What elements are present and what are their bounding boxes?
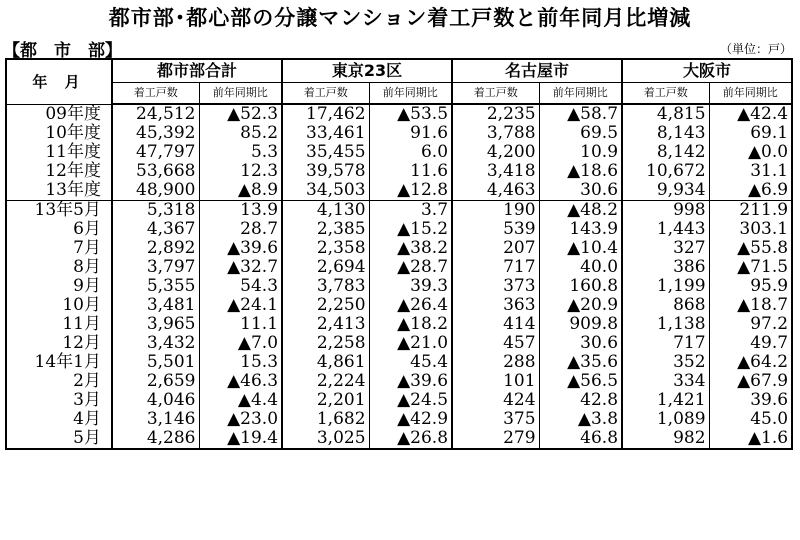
osaka-starts-cell: 1,421 — [622, 391, 709, 410]
nagoya-starts-cell: 4,463 — [452, 181, 539, 201]
urban-total-starts-cell: 3,965 — [112, 315, 199, 334]
urban-total-ratio-cell: ▲24.1 — [199, 296, 282, 315]
table-row — [6, 239, 792, 258]
tokyo-23-starts-cell: 2,224 — [282, 372, 369, 391]
tokyo-23-starts-cell: 2,358 — [282, 239, 369, 258]
urban-total-starts-cell: 3,481 — [112, 296, 199, 315]
urban-total-ratio-cell: ▲46.3 — [199, 372, 282, 391]
nagoya-ratio-cell: ▲48.2 — [539, 201, 622, 221]
nagoya-ratio-cell: 160.8 — [539, 277, 622, 296]
tokyo-23-starts-cell: 3,025 — [282, 429, 369, 449]
nagoya-ratio-cell: 42.8 — [539, 391, 622, 410]
osaka-ratio-cell: ▲6.9 — [709, 181, 792, 201]
osaka-ratio-cell: 31.1 — [709, 162, 792, 181]
tokyo-23-ratio-cell: ▲26.8 — [369, 429, 452, 449]
urban-total-ratio-cell: 5.3 — [199, 143, 282, 162]
table-row — [6, 315, 792, 334]
tokyo-23-starts-cell: 39,578 — [282, 162, 369, 181]
tokyo-23-starts-cell: 34,503 — [282, 181, 369, 201]
table-row — [6, 353, 792, 372]
tokyo-23-ratio-cell: ▲39.6 — [369, 372, 452, 391]
nagoya-ratio-cell: ▲10.4 — [539, 239, 622, 258]
row-label: 10月 — [62, 295, 101, 315]
urban-total-starts-cell: 2,892 — [112, 239, 199, 258]
tokyo-23-ratio-cell: 39.3 — [369, 277, 452, 296]
urban-total-ratio-cell: ▲39.6 — [199, 239, 282, 258]
table-row — [6, 334, 792, 353]
osaka-ratio-cell: ▲67.9 — [709, 372, 792, 391]
nagoya-starts-cell: 2,235 — [452, 104, 539, 124]
unit-note: （単位：戸） — [719, 42, 792, 56]
tokyo-23-ratio-cell: 6.0 — [369, 143, 452, 162]
nagoya-ratio-cell: 30.6 — [539, 181, 622, 201]
subheader-ratio: 前年同期比 — [369, 83, 452, 105]
group-header-osaka: 大阪市 — [622, 59, 792, 83]
osaka-ratio-cell: 69.1 — [709, 124, 792, 143]
osaka-starts-cell: 1,443 — [622, 220, 709, 239]
row-label: 11月 — [62, 314, 101, 334]
row-label: 2月 — [73, 371, 101, 391]
urban-total-starts-cell: 3,432 — [112, 334, 199, 353]
tokyo-23-ratio-cell: ▲38.2 — [369, 239, 452, 258]
nagoya-ratio-cell: 69.5 — [539, 124, 622, 143]
tokyo-23-starts-cell: 4,130 — [282, 201, 369, 221]
tokyo-23-starts-cell: 3,783 — [282, 277, 369, 296]
urban-total-starts-cell: 4,367 — [112, 220, 199, 239]
nagoya-starts-cell: 424 — [452, 391, 539, 410]
nagoya-ratio-cell: ▲18.6 — [539, 162, 622, 181]
osaka-starts-cell: 327 — [622, 239, 709, 258]
nagoya-starts-cell: 207 — [452, 239, 539, 258]
nagoya-ratio-cell: ▲3.8 — [539, 410, 622, 429]
group-header-nagoya: 名古屋市 — [452, 59, 622, 83]
osaka-starts-cell: 386 — [622, 258, 709, 277]
row-label: 5月 — [73, 428, 101, 448]
year-month-header: 年 月 — [6, 59, 112, 104]
urban-total-starts-cell: 2,659 — [112, 372, 199, 391]
osaka-starts-cell: 868 — [622, 296, 709, 315]
tokyo-23-ratio-cell: ▲53.5 — [369, 104, 452, 124]
row-label: 4月 — [73, 409, 101, 429]
osaka-starts-cell: 1,089 — [622, 410, 709, 429]
tokyo-23-starts-cell: 33,461 — [282, 124, 369, 143]
urban-total-ratio-cell: 13.9 — [199, 201, 282, 221]
subheader-ratio: 前年同期比 — [199, 83, 282, 105]
urban-total-starts-cell: 5,355 — [112, 277, 199, 296]
subheader-starts: 着工戸数 — [622, 83, 709, 105]
tokyo-23-ratio-cell: 45.4 — [369, 353, 452, 372]
row-label: 3月 — [73, 390, 101, 410]
nagoya-ratio-cell: 10.9 — [539, 143, 622, 162]
table-row — [6, 429, 792, 449]
urban-total-ratio-cell: 85.2 — [199, 124, 282, 143]
tokyo-23-starts-cell: 4,861 — [282, 353, 369, 372]
tokyo-23-starts-cell: 2,201 — [282, 391, 369, 410]
urban-total-starts-cell: 5,318 — [112, 201, 199, 221]
row-label: 14年1月 — [34, 352, 101, 372]
nagoya-ratio-cell: ▲35.6 — [539, 353, 622, 372]
osaka-ratio-cell: ▲71.5 — [709, 258, 792, 277]
osaka-ratio-cell: 95.9 — [709, 277, 792, 296]
group-header-tokyo-23: 東京23区 — [282, 59, 452, 83]
table-row — [6, 143, 792, 162]
urban-total-ratio-cell: ▲8.9 — [199, 181, 282, 201]
urban-total-ratio-cell: ▲7.0 — [199, 334, 282, 353]
table-row — [6, 201, 792, 221]
urban-total-ratio-cell: 12.3 — [199, 162, 282, 181]
urban-total-starts-cell: 5,501 — [112, 353, 199, 372]
row-label: 12年度 — [45, 161, 101, 181]
nagoya-ratio-cell: 143.9 — [539, 220, 622, 239]
tokyo-23-ratio-cell: 11.6 — [369, 162, 452, 181]
housing-starts-table — [5, 58, 793, 450]
nagoya-starts-cell: 279 — [452, 429, 539, 449]
osaka-starts-cell: 1,199 — [622, 277, 709, 296]
row-label: 6月 — [73, 219, 101, 239]
row-label: 9月 — [73, 276, 101, 296]
row-label: 7月 — [73, 238, 101, 258]
tokyo-23-starts-cell: 2,258 — [282, 334, 369, 353]
nagoya-starts-cell: 373 — [452, 277, 539, 296]
urban-total-ratio-cell: ▲32.7 — [199, 258, 282, 277]
osaka-starts-cell: 982 — [622, 429, 709, 449]
row-label: 13年5月 — [34, 200, 101, 220]
tokyo-23-ratio-cell: ▲26.4 — [369, 296, 452, 315]
nagoya-starts-cell: 375 — [452, 410, 539, 429]
row-label: 13年度 — [6, 181, 112, 201]
osaka-ratio-cell: 211.9 — [709, 201, 792, 221]
nagoya-starts-cell: 414 — [452, 315, 539, 334]
nagoya-ratio-cell: 909.8 — [539, 315, 622, 334]
osaka-starts-cell: 10,672 — [622, 162, 709, 181]
tokyo-23-ratio-cell: ▲24.5 — [369, 391, 452, 410]
nagoya-starts-cell: 3,418 — [452, 162, 539, 181]
osaka-ratio-cell: 49.7 — [709, 334, 792, 353]
urban-total-ratio-cell: ▲23.0 — [199, 410, 282, 429]
table-row — [6, 124, 792, 143]
group-header-urban-total: 都市部合計 — [112, 59, 282, 83]
nagoya-starts-cell: 288 — [452, 353, 539, 372]
row-label: 09年度 — [45, 103, 101, 124]
osaka-starts-cell: 9,934 — [622, 181, 709, 201]
page-title: 都市部･都心部の分譲マンション着工戸数と前年同月比増減 — [108, 6, 692, 30]
tokyo-23-ratio-cell: 91.6 — [369, 124, 452, 143]
table-row — [6, 258, 792, 277]
tokyo-23-ratio-cell: 3.7 — [369, 201, 452, 221]
nagoya-starts-cell: 4,200 — [452, 143, 539, 162]
urban-total-starts-cell: 47,797 — [112, 143, 199, 162]
osaka-ratio-cell: 45.0 — [709, 410, 792, 429]
subheader-starts: 着工戸数 — [282, 83, 369, 105]
nagoya-ratio-cell: ▲58.7 — [539, 104, 622, 124]
osaka-ratio-cell: ▲42.4 — [709, 104, 792, 124]
table-row — [6, 162, 792, 181]
tokyo-23-starts-cell: 1,682 — [282, 410, 369, 429]
urban-total-starts-cell: 53,668 — [112, 162, 199, 181]
subheader-ratio: 前年同期比 — [709, 83, 792, 105]
section-label: 【都 市 部】 — [3, 41, 122, 61]
tokyo-23-starts-cell: 17,462 — [282, 104, 369, 124]
row-label: 11年度 — [45, 142, 101, 162]
table-row — [6, 372, 792, 391]
tokyo-23-starts-cell: 35,455 — [282, 143, 369, 162]
tokyo-23-ratio-cell: ▲18.2 — [369, 315, 452, 334]
osaka-ratio-cell: ▲1.6 — [709, 429, 792, 449]
urban-total-starts-cell: 4,046 — [112, 391, 199, 410]
nagoya-starts-cell: 457 — [452, 334, 539, 353]
osaka-ratio-cell: 39.6 — [709, 391, 792, 410]
osaka-ratio-cell: ▲18.7 — [709, 296, 792, 315]
urban-total-starts-cell: 48,900 — [112, 181, 199, 201]
urban-total-ratio-cell: 28.7 — [199, 220, 282, 239]
table-row — [6, 104, 792, 124]
nagoya-ratio-cell: 40.0 — [539, 258, 622, 277]
nagoya-ratio-cell: ▲20.9 — [539, 296, 622, 315]
urban-total-starts-cell: 3,797 — [112, 258, 199, 277]
nagoya-starts-cell: 101 — [452, 372, 539, 391]
tokyo-23-starts-cell: 2,250 — [282, 296, 369, 315]
urban-total-ratio-cell: ▲52.3 — [199, 104, 282, 124]
osaka-starts-cell: 1,138 — [622, 315, 709, 334]
urban-total-starts-cell: 24,512 — [112, 104, 199, 124]
table-row — [6, 220, 792, 239]
osaka-starts-cell: 8,143 — [622, 124, 709, 143]
table-row — [6, 391, 792, 410]
nagoya-ratio-cell: 30.6 — [539, 334, 622, 353]
tokyo-23-ratio-cell: ▲12.8 — [369, 181, 452, 201]
osaka-starts-cell: 717 — [622, 334, 709, 353]
subheader-starts: 着工戸数 — [452, 83, 539, 105]
osaka-starts-cell: 334 — [622, 372, 709, 391]
urban-total-starts-cell: 45,392 — [112, 124, 199, 143]
urban-total-ratio-cell: 11.1 — [199, 315, 282, 334]
nagoya-starts-cell: 717 — [452, 258, 539, 277]
tokyo-23-starts-cell: 2,413 — [282, 315, 369, 334]
osaka-ratio-cell: 97.2 — [709, 315, 792, 334]
row-label: 10年度 — [45, 123, 101, 143]
urban-total-ratio-cell: 15.3 — [199, 353, 282, 372]
tokyo-23-ratio-cell: ▲15.2 — [369, 220, 452, 239]
osaka-starts-cell: 4,815 — [622, 104, 709, 124]
osaka-starts-cell: 998 — [622, 201, 709, 221]
nagoya-starts-cell: 539 — [452, 220, 539, 239]
nagoya-starts-cell: 363 — [452, 296, 539, 315]
urban-total-starts-cell: 3,146 — [112, 410, 199, 429]
osaka-starts-cell: 8,142 — [622, 143, 709, 162]
urban-total-ratio-cell: ▲4.4 — [199, 391, 282, 410]
nagoya-starts-cell: 190 — [452, 201, 539, 221]
table-row — [6, 410, 792, 429]
osaka-ratio-cell: ▲64.2 — [709, 353, 792, 372]
osaka-ratio-cell: ▲0.0 — [709, 143, 792, 162]
table-row — [6, 181, 792, 201]
subheader-starts: 着工戸数 — [112, 83, 199, 105]
row-label: 8月 — [73, 257, 101, 277]
tokyo-23-starts-cell: 2,385 — [282, 220, 369, 239]
subheader-ratio: 前年同期比 — [539, 83, 622, 105]
osaka-ratio-cell: 303.1 — [709, 220, 792, 239]
tokyo-23-ratio-cell: ▲42.9 — [369, 410, 452, 429]
nagoya-ratio-cell: ▲56.5 — [539, 372, 622, 391]
row-label: 12月 — [62, 333, 101, 353]
urban-total-ratio-cell: 54.3 — [199, 277, 282, 296]
table-row — [6, 277, 792, 296]
osaka-starts-cell: 352 — [622, 353, 709, 372]
nagoya-starts-cell: 3,788 — [452, 124, 539, 143]
tokyo-23-starts-cell: 2,694 — [282, 258, 369, 277]
tokyo-23-ratio-cell: ▲28.7 — [369, 258, 452, 277]
table-row — [6, 296, 792, 315]
osaka-ratio-cell: ▲55.8 — [709, 239, 792, 258]
tokyo-23-ratio-cell: ▲21.0 — [369, 334, 452, 353]
nagoya-ratio-cell: 46.8 — [539, 429, 622, 449]
urban-total-starts-cell: 4,286 — [112, 429, 199, 449]
urban-total-ratio-cell: ▲19.4 — [199, 429, 282, 449]
